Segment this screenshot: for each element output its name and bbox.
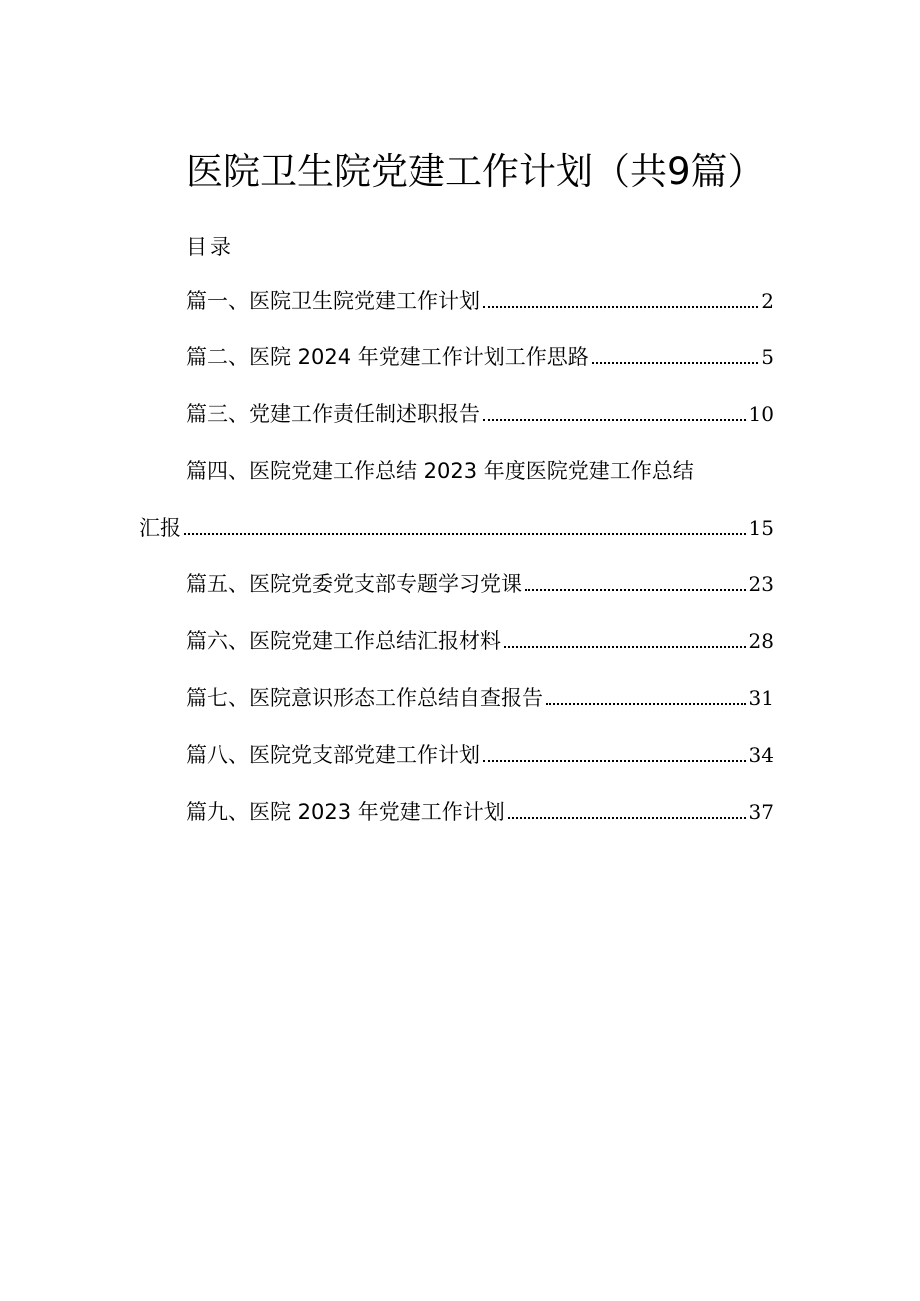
toc-page-number: 23	[748, 572, 774, 596]
toc-entry-title-continued: 汇报	[139, 516, 181, 540]
toc-page-number: 15	[748, 516, 774, 540]
toc-entry-title: 篇七、医院意识形态工作总结自查报告	[186, 686, 543, 710]
toc-entry-3[interactable]	[186, 399, 774, 429]
toc-entry-title: 篇二、医院 2024 年党建工作计划工作思路	[186, 345, 589, 369]
document-title: 医院卫生院党建工作计划（共9篇）	[186, 150, 765, 193]
toc-entry-5[interactable]	[186, 569, 774, 599]
toc-leader-dots	[546, 703, 746, 705]
toc-entry-1[interactable]	[186, 286, 774, 316]
toc-entry-2[interactable]	[186, 342, 774, 372]
toc-page-number: 34	[748, 743, 774, 767]
toc-entry-4-line1[interactable]: 篇四、医院党建工作总结 2023 年度医院党建工作总结	[186, 459, 694, 483]
toc-entry-4[interactable]	[139, 513, 774, 543]
toc-entry-7[interactable]	[186, 683, 774, 713]
toc-leader-dots	[525, 589, 746, 591]
toc-leader-dots	[184, 533, 746, 535]
toc-entry-9[interactable]	[186, 797, 774, 827]
toc-entry-8[interactable]	[186, 740, 774, 770]
toc-page-number: 28	[748, 629, 774, 653]
toc-page-number: 2	[761, 289, 774, 313]
toc-leader-dots	[483, 306, 758, 308]
toc-page-number: 31	[748, 686, 774, 710]
toc-page-number: 37	[748, 800, 774, 824]
toc-leader-dots	[592, 362, 758, 364]
toc-entry-title: 篇三、党建工作责任制述职报告	[186, 402, 480, 426]
toc-leader-dots	[483, 760, 746, 762]
toc-page-number: 10	[748, 402, 774, 426]
toc-leader-dots	[508, 817, 746, 819]
toc-entry-title: 篇一、医院卫生院党建工作计划	[186, 289, 480, 313]
toc-leader-dots	[483, 419, 746, 421]
toc-entry-title: 篇六、医院党建工作总结汇报材料	[186, 629, 501, 653]
toc-entry-title: 篇五、医院党委党支部专题学习党课	[186, 572, 522, 596]
toc-entry-6[interactable]	[186, 626, 774, 656]
toc-entry-title: 篇八、医院党支部党建工作计划	[186, 743, 480, 767]
toc-page-number: 5	[761, 345, 774, 369]
toc-heading: 目录	[186, 235, 234, 259]
toc-entry-title: 篇九、医院 2023 年党建工作计划	[186, 800, 505, 824]
toc-leader-dots	[504, 646, 746, 648]
